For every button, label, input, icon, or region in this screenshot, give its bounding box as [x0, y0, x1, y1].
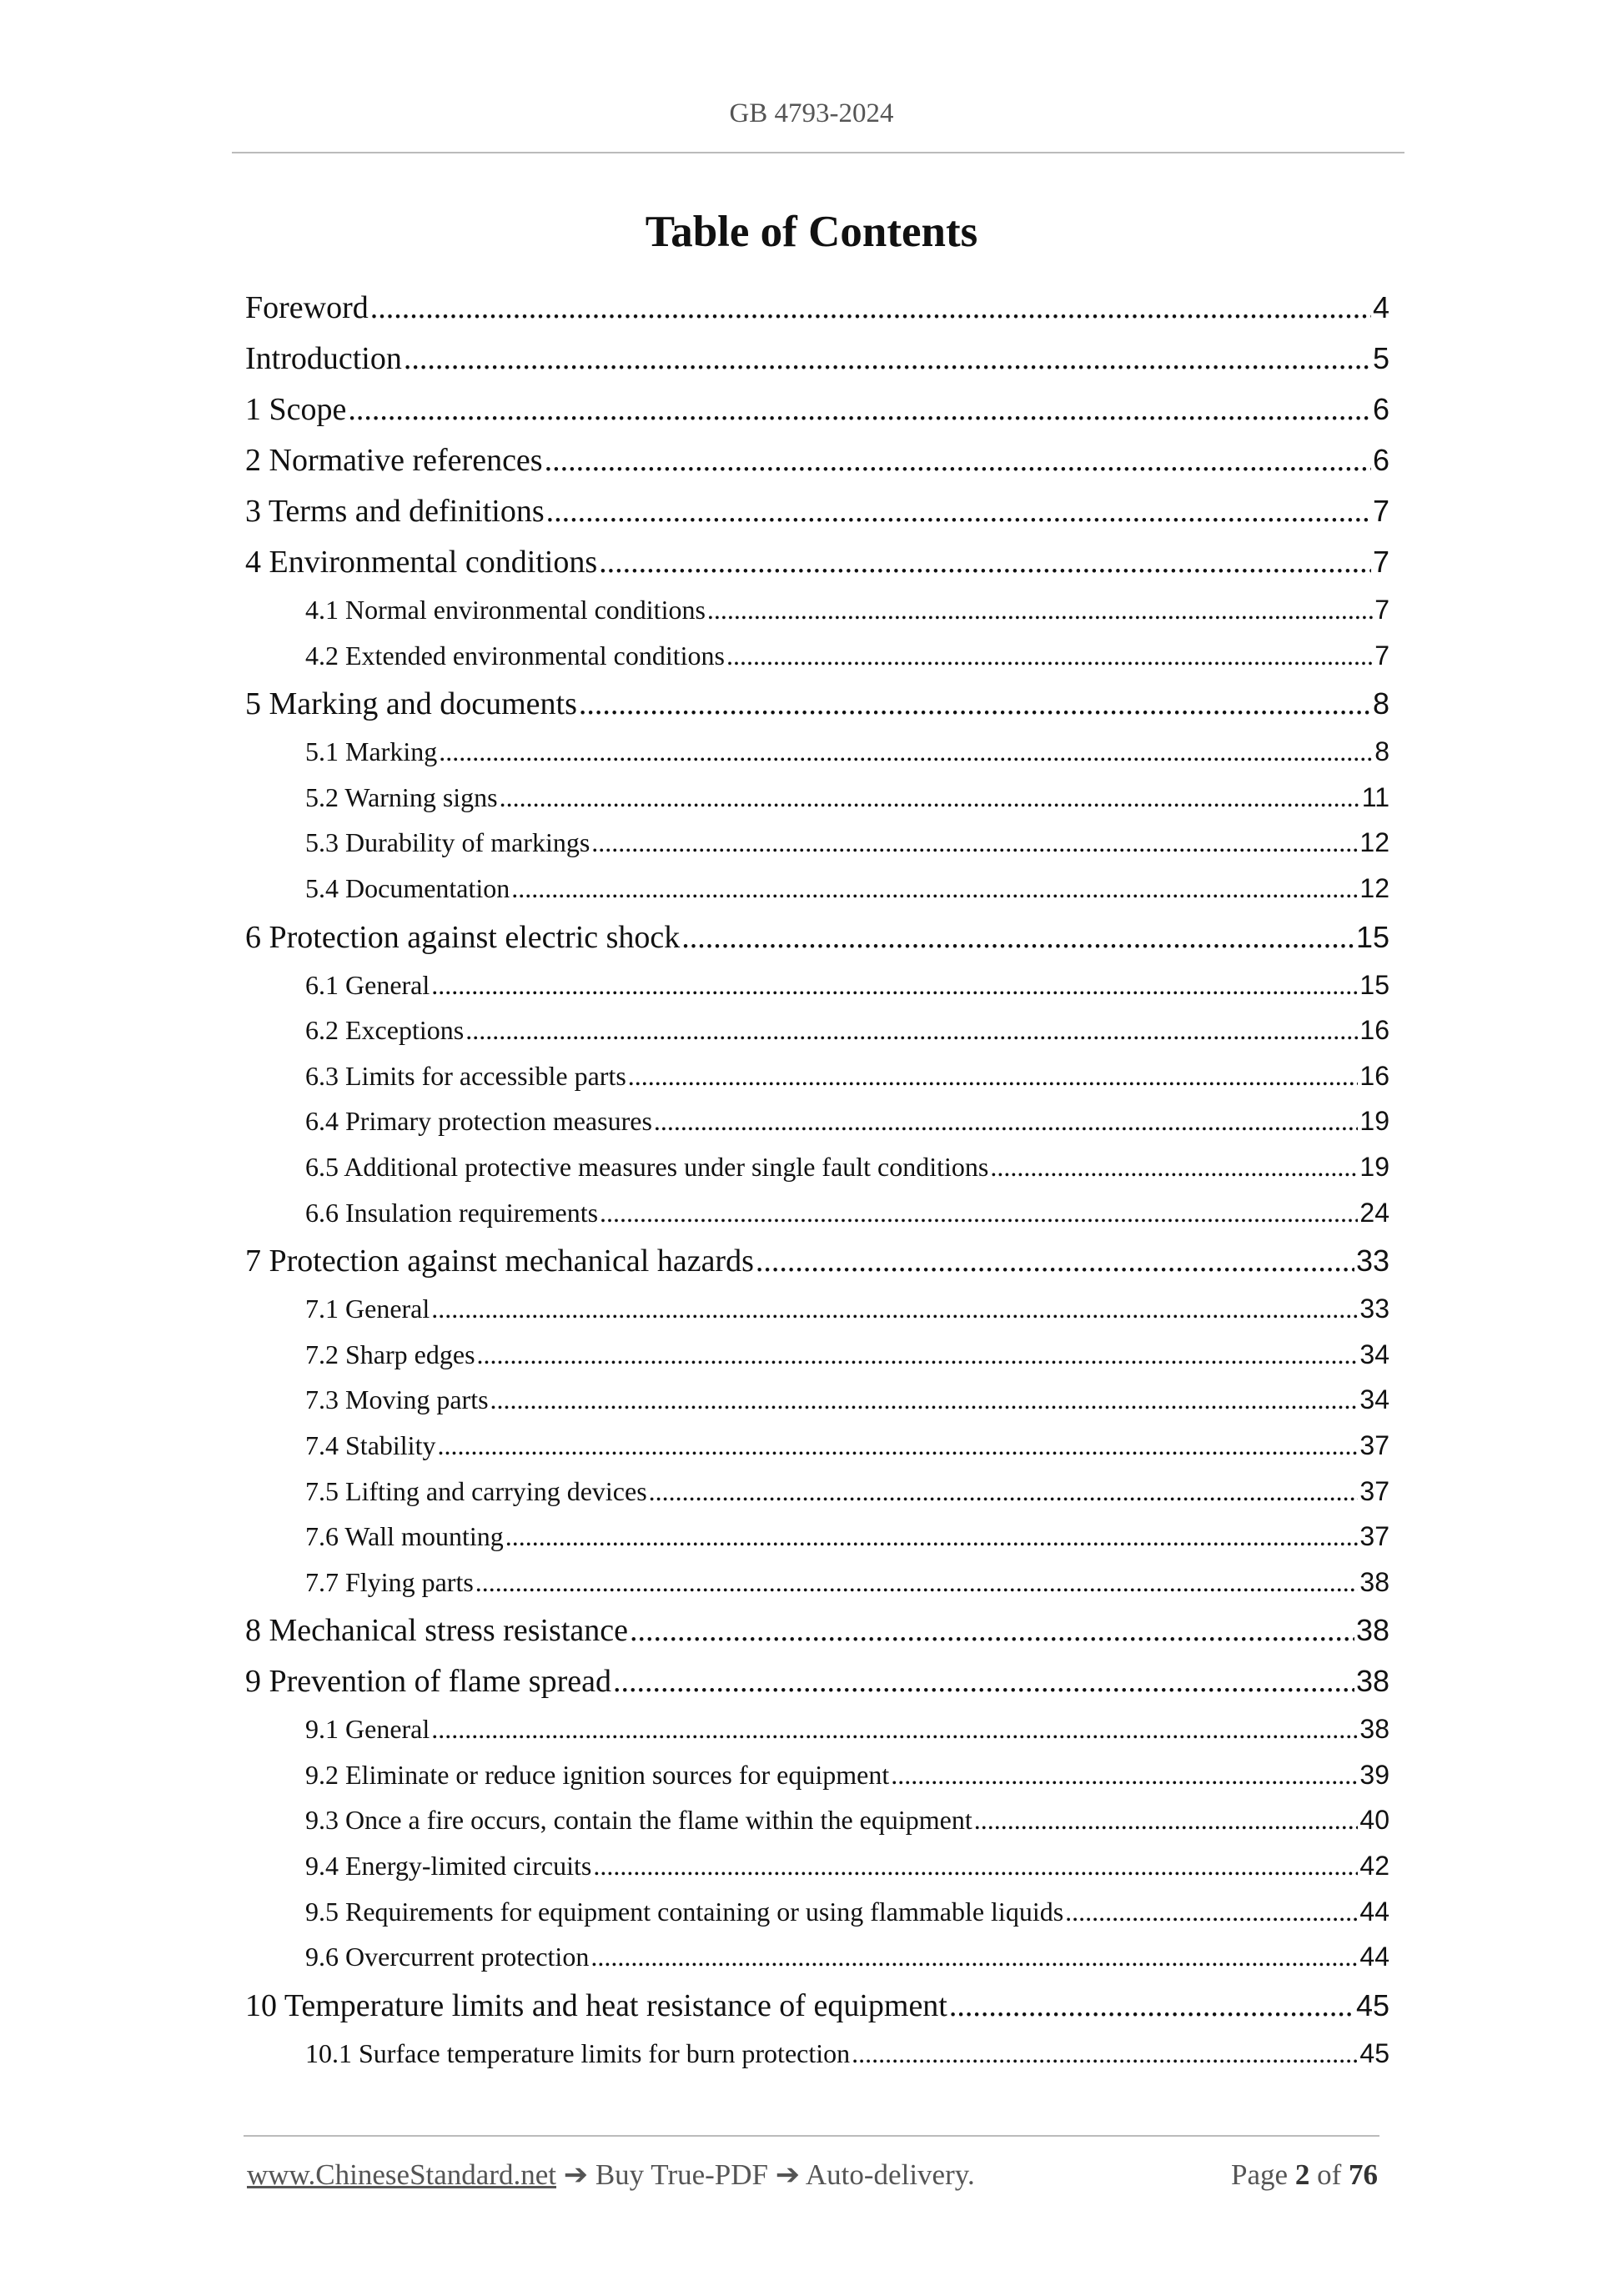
dot-leader: [431, 1286, 1358, 1332]
toc-entry-page-number: 38: [1359, 1566, 1389, 1597]
page-of: of: [1317, 2158, 1342, 2191]
toc-entry-page-number: 37: [1359, 1475, 1389, 1506]
dot-leader: [949, 1981, 1354, 2032]
dot-leader: [579, 679, 1371, 730]
toc-subsection-entry[interactable]: [245, 775, 1389, 821]
toc-entry-label: 7 Protection against mechanical hazards: [245, 1243, 754, 1279]
delivery-text: Auto-delivery.: [805, 2158, 975, 2191]
dot-leader: [654, 1098, 1359, 1144]
toc-section-entry[interactable]: [245, 384, 1389, 435]
toc-entry-page-number: 24: [1359, 1197, 1389, 1228]
arrow-icon: ➔: [563, 2158, 589, 2191]
toc-subsection-entry[interactable]: [245, 633, 1389, 679]
toc-entry-label: 9.1 General: [305, 1714, 430, 1745]
table-of-contents: [245, 282, 1389, 2076]
toc-section-entry[interactable]: [245, 1235, 1389, 1286]
toc-section-entry[interactable]: [245, 333, 1389, 384]
toc-entry-label: 10.1 Surface temperature limits for burn protection: [305, 2037, 851, 2068]
toc-entry-page-number: 12: [1359, 872, 1389, 903]
toc-entry-label: 9.6 Overcurrent protection: [305, 1942, 590, 1972]
toc-entry-page-number: 37: [1359, 1429, 1389, 1460]
toc-section-entry[interactable]: [245, 536, 1389, 587]
dot-leader: [348, 384, 1371, 435]
toc-section-entry[interactable]: [245, 282, 1389, 333]
toc-subsection-entry[interactable]: [245, 729, 1389, 775]
toc-entry-label: 4 Environmental conditions: [245, 545, 598, 580]
header-divider: [232, 152, 1404, 153]
page-current: 2: [1294, 2158, 1310, 2191]
toc-entry-label: 6.5 Additional protective measures under single fault conditions: [305, 1151, 989, 1182]
toc-subsection-entry[interactable]: [245, 1423, 1389, 1469]
toc-entry-label: 5 Marking and documents: [245, 686, 577, 722]
dot-leader: [465, 1007, 1358, 1053]
dot-leader: [630, 1605, 1354, 1656]
toc-subsection-entry[interactable]: [245, 1843, 1389, 1889]
toc-entry-label: 1 Scope: [245, 392, 347, 427]
dot-leader: [545, 435, 1371, 486]
dot-leader: [974, 1797, 1359, 1843]
dot-leader: [511, 866, 1358, 912]
toc-entry-page-number: 5: [1372, 341, 1389, 375]
dot-leader: [756, 1236, 1354, 1287]
toc-subsection-entry[interactable]: [245, 1007, 1389, 1053]
dot-leader: [990, 1144, 1358, 1190]
dot-leader: [681, 912, 1354, 963]
toc-section-entry[interactable]: [245, 912, 1389, 962]
toc-entry-label: 7.2 Sharp edges: [305, 1339, 475, 1369]
toc-entry-label: 3 Terms and definitions: [245, 494, 545, 529]
toc-entry-label: Foreword: [245, 290, 369, 325]
toc-entry-label: 7.3 Moving parts: [305, 1384, 489, 1415]
toc-entry-label: 6.4 Primary protection measures: [305, 1106, 652, 1137]
toc-entry-page-number: 8: [1374, 736, 1389, 767]
toc-entry-page-number: 34: [1359, 1384, 1389, 1415]
toc-entry-label: 5.3 Durability of markings: [305, 827, 590, 858]
dot-leader: [590, 1934, 1358, 1980]
toc-section-entry[interactable]: [245, 1655, 1389, 1706]
toc-subsection-entry[interactable]: [245, 1934, 1389, 1980]
website-link[interactable]: www.ChineseStandard.net: [247, 2158, 556, 2191]
toc-subsection-entry[interactable]: [245, 1053, 1389, 1099]
toc-entry-label: 6 Protection against electric shock: [245, 919, 681, 955]
toc-subsection-entry[interactable]: [245, 2031, 1389, 2077]
dot-leader: [477, 1332, 1359, 1378]
buy-text: Buy True-PDF: [595, 2158, 768, 2191]
dot-leader: [628, 1053, 1359, 1099]
dot-leader: [439, 729, 1373, 775]
toc-entry-page-number: 38: [1359, 1714, 1389, 1745]
toc-subsection-entry[interactable]: [245, 962, 1389, 1008]
toc-subsection-entry[interactable]: [245, 1190, 1389, 1236]
document-header: GB 4793-2024: [729, 98, 894, 128]
dot-leader: [505, 1514, 1359, 1560]
toc-entry-page-number: 38: [1355, 1664, 1389, 1699]
dot-leader: [490, 1377, 1359, 1423]
toc-entry-page-number: 37: [1359, 1521, 1389, 1552]
toc-entry-page-number: 16: [1359, 1060, 1389, 1091]
toc-entry-label: 6.1 General: [305, 969, 430, 1000]
toc-subsection-entry[interactable]: [245, 1286, 1389, 1332]
dot-leader: [613, 1656, 1354, 1707]
dot-leader: [649, 1469, 1359, 1515]
toc-section-entry[interactable]: [245, 678, 1389, 729]
toc-entry-label: 6.6 Insulation requirements: [305, 1197, 599, 1228]
toc-entry-label: 7.7 Flying parts: [305, 1566, 474, 1597]
toc-subsection-entry[interactable]: [245, 1332, 1389, 1378]
toc-entry-page-number: 40: [1359, 1805, 1389, 1836]
dot-leader: [600, 1190, 1358, 1236]
toc-entry-page-number: 4: [1372, 290, 1389, 324]
toc-entry-label: 6.3 Limits for accessible parts: [305, 1060, 626, 1091]
page-indicator: [1231, 2158, 1378, 2192]
dot-leader: [500, 775, 1360, 821]
dot-leader: [404, 334, 1371, 384]
toc-subsection-entry[interactable]: [245, 820, 1389, 866]
toc-subsection-entry[interactable]: [245, 1752, 1389, 1798]
toc-entry-label: 9.3 Once a fire occurs, contain the flame within the equipment: [305, 1805, 972, 1836]
toc-entry-label: 4.1 Normal environmental conditions: [305, 595, 706, 625]
dot-leader: [852, 2031, 1358, 2077]
toc-entry-label: 9.5 Requirements for equipment containing or using flammable liquids: [305, 1896, 1064, 1927]
toc-subsection-entry[interactable]: [245, 1797, 1389, 1843]
toc-entry-label: 5.1 Marking: [305, 736, 438, 767]
toc-entry-label: 7.5 Lifting and carrying devices: [305, 1475, 647, 1506]
toc-entry-page-number: 33: [1355, 1243, 1389, 1279]
dot-leader: [475, 1560, 1359, 1605]
toc-entry-page-number: 44: [1359, 1942, 1389, 1972]
toc-subsection-entry[interactable]: [245, 1144, 1389, 1190]
dot-leader: [593, 1843, 1358, 1889]
toc-entry-label: 9 Prevention of flame spread: [245, 1664, 611, 1700]
toc-entry-page-number: 42: [1359, 1851, 1389, 1882]
dot-leader: [437, 1423, 1358, 1469]
toc-entry-page-number: 7: [1374, 640, 1389, 671]
toc-section-entry[interactable]: [245, 435, 1389, 485]
toc-entry-label: 8 Mechanical stress resistance: [245, 1613, 628, 1649]
dot-leader: [726, 633, 1373, 679]
toc-entry-label: 2 Normative references: [245, 443, 543, 478]
dot-leader: [891, 1752, 1358, 1798]
toc-entry-page-number: 45: [1359, 2037, 1389, 2068]
toc-entry-page-number: 11: [1361, 781, 1389, 812]
toc-subsection-entry[interactable]: [245, 1560, 1389, 1605]
footer-divider: [244, 2135, 1379, 2137]
toc-entry-label: 4.2 Extended environmental conditions: [305, 640, 725, 671]
toc-section-entry[interactable]: [245, 485, 1389, 536]
dot-leader: [599, 537, 1371, 588]
toc-entry-page-number: 7: [1374, 595, 1389, 625]
toc-entry-page-number: 7: [1372, 494, 1389, 528]
toc-entry-label: 7.1 General: [305, 1294, 430, 1324]
toc-entry-label: 9.4 Energy-limited circuits: [305, 1851, 592, 1882]
toc-subsection-entry[interactable]: [245, 1514, 1389, 1560]
toc-entry-label: 7.4 Stability: [305, 1429, 436, 1460]
toc-entry-label: 7.6 Wall mounting: [305, 1521, 504, 1552]
toc-subsection-entry[interactable]: [245, 1377, 1389, 1423]
toc-subsection-entry[interactable]: [245, 1469, 1389, 1515]
toc-section-entry[interactable]: [245, 1980, 1389, 2031]
toc-entry-page-number: 6: [1372, 392, 1389, 426]
toc-subsection-entry[interactable]: [245, 587, 1389, 633]
toc-entry-page-number: 38: [1355, 1613, 1389, 1648]
toc-subsection-entry[interactable]: [245, 866, 1389, 912]
toc-entry-page-number: 33: [1359, 1294, 1389, 1324]
toc-entry-page-number: 6: [1372, 443, 1389, 477]
toc-entry-page-number: 19: [1359, 1151, 1389, 1182]
toc-entry-page-number: 19: [1359, 1106, 1389, 1137]
toc-entry-page-number: 34: [1359, 1339, 1389, 1369]
dot-leader: [707, 587, 1373, 633]
toc-entry-page-number: 12: [1359, 827, 1389, 858]
toc-subsection-entry[interactable]: [245, 1889, 1389, 1935]
toc-section-entry[interactable]: [245, 1605, 1389, 1655]
arrow-icon: ➔: [775, 2158, 801, 2191]
toc-subsection-entry[interactable]: [245, 1706, 1389, 1752]
page-title: Table of Contents: [645, 208, 978, 256]
toc-entry-page-number: 44: [1359, 1896, 1389, 1927]
toc-entry-label: 10 Temperature limits and heat resistance of equipment: [245, 1987, 947, 2023]
page-total: 76: [1349, 2158, 1378, 2191]
dot-leader: [431, 962, 1358, 1008]
toc-entry-label: 5.2 Warning signs: [305, 781, 498, 812]
toc-entry-page-number: 16: [1359, 1015, 1389, 1046]
dot-leader: [431, 1706, 1358, 1752]
dot-leader: [591, 820, 1358, 866]
toc-entry-page-number: 45: [1355, 1987, 1389, 2022]
dot-leader: [1065, 1889, 1358, 1935]
dot-leader: [370, 283, 1371, 334]
footer-promo: [247, 2158, 975, 2192]
toc-entry-page-number: 39: [1359, 1759, 1389, 1790]
page-word: Page: [1231, 2158, 1289, 2191]
dot-leader: [546, 486, 1371, 537]
toc-entry-page-number: 7: [1372, 545, 1389, 579]
toc-entry-label: 6.2 Exceptions: [305, 1015, 465, 1046]
toc-entry-label: 9.2 Eliminate or reduce ignition sources for equipment: [305, 1759, 890, 1790]
toc-subsection-entry[interactable]: [245, 1098, 1389, 1144]
toc-entry-label: Introduction: [245, 341, 402, 376]
toc-entry-page-number: 8: [1372, 686, 1389, 721]
toc-entry-page-number: 15: [1355, 919, 1389, 954]
toc-entry-page-number: 15: [1359, 969, 1389, 1000]
toc-entry-label: 5.4 Documentation: [305, 872, 510, 903]
